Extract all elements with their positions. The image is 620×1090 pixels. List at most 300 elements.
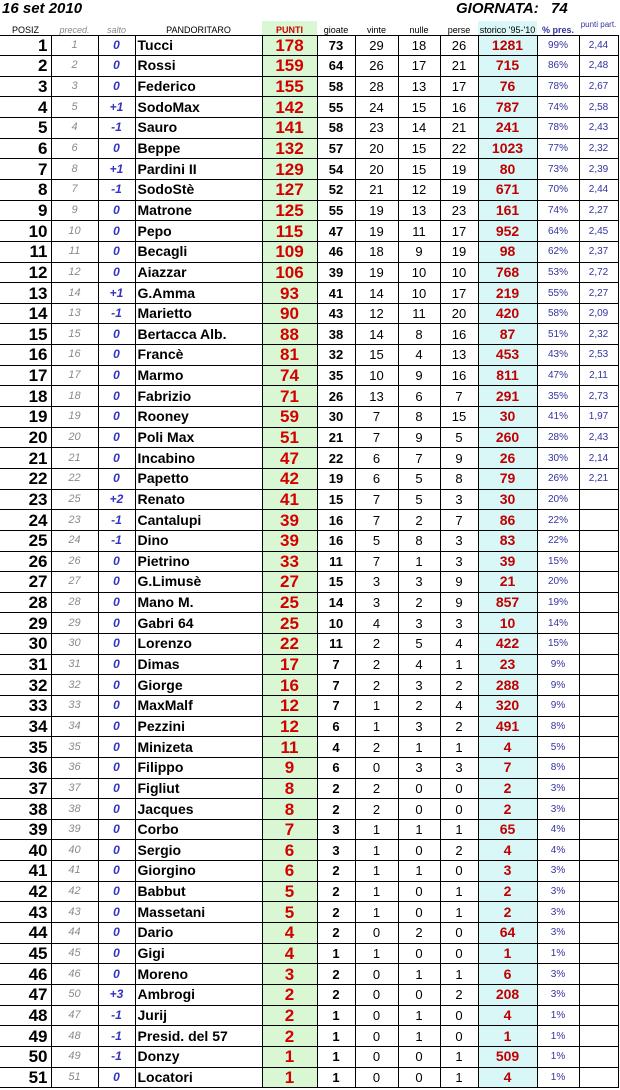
points-cell: 178 <box>262 35 317 56</box>
position-change-cell: 0 <box>98 716 135 737</box>
points-cell: 71 <box>262 386 317 407</box>
table-row <box>0 138 618 159</box>
lost-cell: 23 <box>440 200 478 221</box>
historical-score-cell: 76 <box>478 76 537 97</box>
historical-score-cell: 86 <box>478 510 537 531</box>
table-row <box>0 386 618 407</box>
points-cell: 39 <box>262 510 317 531</box>
player-name-cell: Jurij <box>135 1005 262 1026</box>
position-change-cell: -1 <box>98 1046 135 1067</box>
player-name-cell: MaxMalf <box>135 696 262 717</box>
points-cell: 3 <box>262 964 317 985</box>
lost-cell: 26 <box>440 35 478 56</box>
played-cell: 2 <box>317 984 355 1005</box>
played-cell: 2 <box>317 861 355 882</box>
won-cell: 15 <box>355 345 398 366</box>
drawn-cell: 14 <box>398 118 440 139</box>
table-row <box>0 76 618 97</box>
points-cell: 159 <box>262 56 317 77</box>
played-cell: 14 <box>317 592 355 613</box>
won-cell: 2 <box>355 737 398 758</box>
lost-cell: 2 <box>440 984 478 1005</box>
lost-cell: 0 <box>440 1026 478 1047</box>
drawn-cell: 9 <box>398 365 440 386</box>
presence-percent-cell: 35% <box>537 386 579 407</box>
won-cell: 20 <box>355 138 398 159</box>
lost-cell: 10 <box>440 262 478 283</box>
player-name-cell: Rooney <box>135 407 262 428</box>
presence-percent-cell: 4% <box>537 840 579 861</box>
lost-cell: 17 <box>440 221 478 242</box>
points-per-game-cell <box>579 613 618 634</box>
drawn-cell: 3 <box>398 757 440 778</box>
played-cell: 73 <box>317 35 355 56</box>
lost-cell: 1 <box>440 902 478 923</box>
points-per-game-cell: 2,27 <box>579 283 618 304</box>
presence-percent-cell: 62% <box>537 241 579 262</box>
col-header-media: punti part. <box>579 21 618 35</box>
historical-score-cell: 219 <box>478 283 537 304</box>
drawn-cell: 10 <box>398 283 440 304</box>
previous-position-cell: 32 <box>51 675 98 696</box>
previous-position-cell: 31 <box>51 654 98 675</box>
position-cell: 10 <box>0 221 51 242</box>
position-change-cell: 0 <box>98 468 135 489</box>
points-cell: 2 <box>262 984 317 1005</box>
presence-percent-cell: 3% <box>537 778 579 799</box>
position-cell: 21 <box>0 448 51 469</box>
drawn-cell: 9 <box>398 241 440 262</box>
presence-percent-cell: 64% <box>537 221 579 242</box>
historical-score-cell: 26 <box>478 448 537 469</box>
previous-position-cell: 34 <box>51 716 98 737</box>
table-row <box>0 737 618 758</box>
table-row <box>0 654 618 675</box>
previous-position-cell: 29 <box>51 613 98 634</box>
played-cell: 57 <box>317 138 355 159</box>
previous-position-cell: 47 <box>51 1005 98 1026</box>
points-cell: 141 <box>262 118 317 139</box>
previous-position-cell: 9 <box>51 200 98 221</box>
table-row <box>0 179 618 200</box>
drawn-cell: 15 <box>398 138 440 159</box>
drawn-cell: 11 <box>398 221 440 242</box>
previous-position-cell: 2 <box>51 56 98 77</box>
position-change-cell: -1 <box>98 1026 135 1047</box>
points-cell: 7 <box>262 819 317 840</box>
position-change-cell: -1 <box>98 510 135 531</box>
points-cell: 17 <box>262 654 317 675</box>
drawn-cell: 4 <box>398 654 440 675</box>
col-header-pres: % pres. <box>537 21 579 35</box>
position-change-cell: 0 <box>98 386 135 407</box>
table-row <box>0 324 618 345</box>
position-cell: 48 <box>0 1005 51 1026</box>
position-cell: 32 <box>0 675 51 696</box>
presence-percent-cell: 70% <box>537 179 579 200</box>
played-cell: 6 <box>317 757 355 778</box>
played-cell: 11 <box>317 551 355 572</box>
position-change-cell: 0 <box>98 902 135 923</box>
table-row <box>0 468 618 489</box>
won-cell: 18 <box>355 241 398 262</box>
drawn-cell: 2 <box>398 696 440 717</box>
table-row <box>0 345 618 366</box>
table-row <box>0 159 618 180</box>
lost-cell: 21 <box>440 118 478 139</box>
position-cell: 49 <box>0 1026 51 1047</box>
drawn-cell: 0 <box>398 902 440 923</box>
presence-percent-cell: 73% <box>537 159 579 180</box>
points-per-game-cell <box>579 1026 618 1047</box>
player-name-cell: Pezzini <box>135 716 262 737</box>
table-row <box>0 964 618 985</box>
points-per-game-cell <box>579 716 618 737</box>
position-change-cell: 0 <box>98 262 135 283</box>
player-name-cell: Presid. del 57 <box>135 1026 262 1047</box>
player-name-cell: Aiazzar <box>135 262 262 283</box>
points-cell: 106 <box>262 262 317 283</box>
table-row <box>0 241 618 262</box>
player-name-cell: Pardini II <box>135 159 262 180</box>
lost-cell: 7 <box>440 510 478 531</box>
player-name-cell: Mano M. <box>135 592 262 613</box>
points-per-game-cell <box>579 1046 618 1067</box>
drawn-cell: 2 <box>398 510 440 531</box>
won-cell: 1 <box>355 716 398 737</box>
historical-score-cell: 2 <box>478 799 537 820</box>
points-cell: 25 <box>262 592 317 613</box>
position-change-cell: 0 <box>98 592 135 613</box>
previous-position-cell: 3 <box>51 76 98 97</box>
table-row <box>0 365 618 386</box>
points-per-game-cell <box>579 819 618 840</box>
played-cell: 22 <box>317 448 355 469</box>
drawn-cell: 3 <box>398 716 440 737</box>
won-cell: 14 <box>355 283 398 304</box>
played-cell: 3 <box>317 819 355 840</box>
col-header-storico: storico '95-'10 <box>478 21 537 35</box>
points-per-game-cell <box>579 778 618 799</box>
won-cell: 0 <box>355 923 398 944</box>
table-row <box>0 200 618 221</box>
table-row <box>0 799 618 820</box>
played-cell: 10 <box>317 613 355 634</box>
position-cell: 18 <box>0 386 51 407</box>
previous-position-cell: 41 <box>51 861 98 882</box>
lost-cell: 3 <box>440 530 478 551</box>
presence-percent-cell: 55% <box>537 283 579 304</box>
historical-score-cell: 491 <box>478 716 537 737</box>
previous-position-cell: 28 <box>51 592 98 613</box>
table-row <box>0 221 618 242</box>
position-cell: 42 <box>0 881 51 902</box>
presence-percent-cell: 9% <box>537 654 579 675</box>
played-cell: 55 <box>317 97 355 118</box>
points-cell: 42 <box>262 468 317 489</box>
points-per-game-cell <box>579 572 618 593</box>
points-per-game-cell <box>579 696 618 717</box>
player-name-cell: Giorgino <box>135 861 262 882</box>
played-cell: 1 <box>317 1046 355 1067</box>
player-name-cell: Incabino <box>135 448 262 469</box>
position-cell: 6 <box>0 138 51 159</box>
position-cell: 8 <box>0 179 51 200</box>
col-header-perse: perse <box>440 21 478 35</box>
points-per-game-cell <box>579 923 618 944</box>
table-row <box>0 696 618 717</box>
historical-score-cell: 39 <box>478 551 537 572</box>
points-cell: 25 <box>262 613 317 634</box>
position-cell: 33 <box>0 696 51 717</box>
lost-cell: 4 <box>440 634 478 655</box>
won-cell: 4 <box>355 613 398 634</box>
presence-percent-cell: 9% <box>537 675 579 696</box>
drawn-cell: 13 <box>398 200 440 221</box>
position-change-cell: +1 <box>98 283 135 304</box>
drawn-cell: 1 <box>398 737 440 758</box>
position-change-cell: 0 <box>98 241 135 262</box>
col-header-vinte: vinte <box>355 21 398 35</box>
player-name-cell: Francè <box>135 345 262 366</box>
played-cell: 4 <box>317 737 355 758</box>
player-name-cell: Figliut <box>135 778 262 799</box>
position-cell: 29 <box>0 613 51 634</box>
points-per-game-cell <box>579 757 618 778</box>
played-cell: 58 <box>317 76 355 97</box>
drawn-cell: 0 <box>398 799 440 820</box>
points-cell: 5 <box>262 902 317 923</box>
points-per-game-cell: 2,32 <box>579 324 618 345</box>
previous-position-cell: 4 <box>51 118 98 139</box>
points-per-game-cell: 2,09 <box>579 303 618 324</box>
won-cell: 23 <box>355 118 398 139</box>
position-cell: 41 <box>0 861 51 882</box>
position-change-cell: 0 <box>98 861 135 882</box>
historical-score-cell: 952 <box>478 221 537 242</box>
presence-percent-cell: 20% <box>537 572 579 593</box>
presence-percent-cell: 3% <box>537 902 579 923</box>
lost-cell: 3 <box>440 613 478 634</box>
table-row <box>0 35 618 56</box>
historical-score-cell: 4 <box>478 737 537 758</box>
historical-score-cell: 1281 <box>478 35 537 56</box>
previous-position-cell: 11 <box>51 241 98 262</box>
lost-cell: 9 <box>440 448 478 469</box>
historical-score-cell: 83 <box>478 530 537 551</box>
lost-cell: 20 <box>440 303 478 324</box>
points-per-game-cell: 2,21 <box>579 468 618 489</box>
previous-position-cell: 44 <box>51 923 98 944</box>
lost-cell: 7 <box>440 386 478 407</box>
points-per-game-cell: 2,32 <box>579 138 618 159</box>
previous-position-cell: 14 <box>51 283 98 304</box>
historical-score-cell: 671 <box>478 179 537 200</box>
lost-cell: 2 <box>440 840 478 861</box>
drawn-cell: 3 <box>398 613 440 634</box>
position-change-cell: 0 <box>98 365 135 386</box>
points-per-game-cell <box>579 861 618 882</box>
position-cell: 4 <box>0 97 51 118</box>
player-name-cell: Locatori <box>135 1067 262 1088</box>
played-cell: 1 <box>317 1026 355 1047</box>
previous-position-cell: 6 <box>51 138 98 159</box>
played-cell: 55 <box>317 200 355 221</box>
won-cell: 21 <box>355 179 398 200</box>
won-cell: 20 <box>355 159 398 180</box>
historical-score-cell: 787 <box>478 97 537 118</box>
played-cell: 11 <box>317 634 355 655</box>
position-cell: 34 <box>0 716 51 737</box>
position-change-cell: 0 <box>98 221 135 242</box>
presence-percent-cell: 1% <box>537 1067 579 1088</box>
drawn-cell: 1 <box>398 964 440 985</box>
previous-position-cell: 51 <box>51 1067 98 1088</box>
position-change-cell: 0 <box>98 572 135 593</box>
points-cell: 41 <box>262 489 317 510</box>
previous-position-cell: 18 <box>51 386 98 407</box>
historical-score-cell: 10 <box>478 613 537 634</box>
giornata-value: 74 <box>551 0 568 17</box>
drawn-cell: 12 <box>398 179 440 200</box>
drawn-cell: 5 <box>398 634 440 655</box>
points-cell: 8 <box>262 799 317 820</box>
drawn-cell: 17 <box>398 56 440 77</box>
lost-cell: 22 <box>440 138 478 159</box>
won-cell: 2 <box>355 654 398 675</box>
played-cell: 39 <box>317 262 355 283</box>
played-cell: 1 <box>317 1067 355 1088</box>
table-row <box>0 572 618 593</box>
historical-score-cell: 80 <box>478 159 537 180</box>
previous-position-cell: 10 <box>51 221 98 242</box>
played-cell: 15 <box>317 489 355 510</box>
presence-percent-cell: 4% <box>537 819 579 840</box>
points-per-game-cell: 2,44 <box>579 179 618 200</box>
points-per-game-cell <box>579 675 618 696</box>
position-change-cell: -1 <box>98 118 135 139</box>
points-per-game-cell <box>579 551 618 572</box>
previous-position-cell: 37 <box>51 778 98 799</box>
historical-score-cell: 161 <box>478 200 537 221</box>
won-cell: 1 <box>355 696 398 717</box>
position-cell: 39 <box>0 819 51 840</box>
drawn-cell: 1 <box>398 1005 440 1026</box>
table-row <box>0 592 618 613</box>
previous-position-cell: 20 <box>51 427 98 448</box>
points-per-game-cell <box>579 799 618 820</box>
points-per-game-cell: 2,37 <box>579 241 618 262</box>
won-cell: 3 <box>355 592 398 613</box>
historical-score-cell: 260 <box>478 427 537 448</box>
previous-position-cell: 36 <box>51 757 98 778</box>
player-name-cell: Sergio <box>135 840 262 861</box>
table-row <box>0 902 618 923</box>
points-per-game-cell <box>579 737 618 758</box>
player-name-cell: Corbo <box>135 819 262 840</box>
previous-position-cell: 1 <box>51 35 98 56</box>
lost-cell: 21 <box>440 56 478 77</box>
presence-percent-cell: 1% <box>537 1046 579 1067</box>
historical-score-cell: 509 <box>478 1046 537 1067</box>
presence-percent-cell: 78% <box>537 76 579 97</box>
presence-percent-cell: 30% <box>537 448 579 469</box>
position-change-cell: +2 <box>98 489 135 510</box>
player-name-cell: Papetto <box>135 468 262 489</box>
position-cell: 22 <box>0 468 51 489</box>
presence-percent-cell: 3% <box>537 984 579 1005</box>
historical-score-cell: 79 <box>478 468 537 489</box>
page-date: 16 set 2010 <box>2 0 83 17</box>
player-name-cell: SodoStè <box>135 179 262 200</box>
position-change-cell: +3 <box>98 984 135 1005</box>
previous-position-cell: 39 <box>51 819 98 840</box>
historical-score-cell: 65 <box>478 819 537 840</box>
presence-percent-cell: 1% <box>537 1005 579 1026</box>
previous-position-cell: 49 <box>51 1046 98 1067</box>
points-cell: 81 <box>262 345 317 366</box>
points-per-game-cell: 2,67 <box>579 76 618 97</box>
points-cell: 6 <box>262 861 317 882</box>
points-cell: 155 <box>262 76 317 97</box>
points-per-game-cell <box>579 1005 618 1026</box>
position-change-cell: 0 <box>98 737 135 758</box>
position-cell: 47 <box>0 984 51 1005</box>
player-name-cell: SodoMax <box>135 97 262 118</box>
presence-percent-cell: 14% <box>537 613 579 634</box>
table-row <box>0 675 618 696</box>
points-cell: 47 <box>262 448 317 469</box>
drawn-cell: 11 <box>398 303 440 324</box>
standings-table <box>0 21 619 1088</box>
player-name-cell: Pietrino <box>135 551 262 572</box>
position-cell: 37 <box>0 778 51 799</box>
points-per-game-cell: 2,58 <box>579 97 618 118</box>
presence-percent-cell: 74% <box>537 97 579 118</box>
played-cell: 46 <box>317 241 355 262</box>
drawn-cell: 0 <box>398 778 440 799</box>
position-cell: 36 <box>0 757 51 778</box>
header-row <box>0 21 618 35</box>
drawn-cell: 15 <box>398 97 440 118</box>
drawn-cell: 8 <box>398 530 440 551</box>
player-name-cell: Dimas <box>135 654 262 675</box>
drawn-cell: 4 <box>398 345 440 366</box>
historical-score-cell: 4 <box>478 840 537 861</box>
player-name-cell: Ambrogi <box>135 984 262 1005</box>
previous-position-cell: 21 <box>51 448 98 469</box>
table-row <box>0 530 618 551</box>
player-name-cell: Cantalupi <box>135 510 262 531</box>
points-per-game-cell: 2,39 <box>579 159 618 180</box>
points-cell: 27 <box>262 572 317 593</box>
points-per-game-cell <box>579 1067 618 1088</box>
presence-percent-cell: 43% <box>537 345 579 366</box>
drawn-cell: 3 <box>398 675 440 696</box>
won-cell: 10 <box>355 365 398 386</box>
historical-score-cell: 420 <box>478 303 537 324</box>
table-row <box>0 489 618 510</box>
position-change-cell: 0 <box>98 923 135 944</box>
points-per-game-cell: 2,43 <box>579 118 618 139</box>
won-cell: 1 <box>355 881 398 902</box>
presence-percent-cell: 41% <box>537 407 579 428</box>
points-cell: 74 <box>262 365 317 386</box>
points-per-game-cell <box>579 530 618 551</box>
historical-score-cell: 87 <box>478 324 537 345</box>
played-cell: 58 <box>317 118 355 139</box>
position-cell: 26 <box>0 551 51 572</box>
